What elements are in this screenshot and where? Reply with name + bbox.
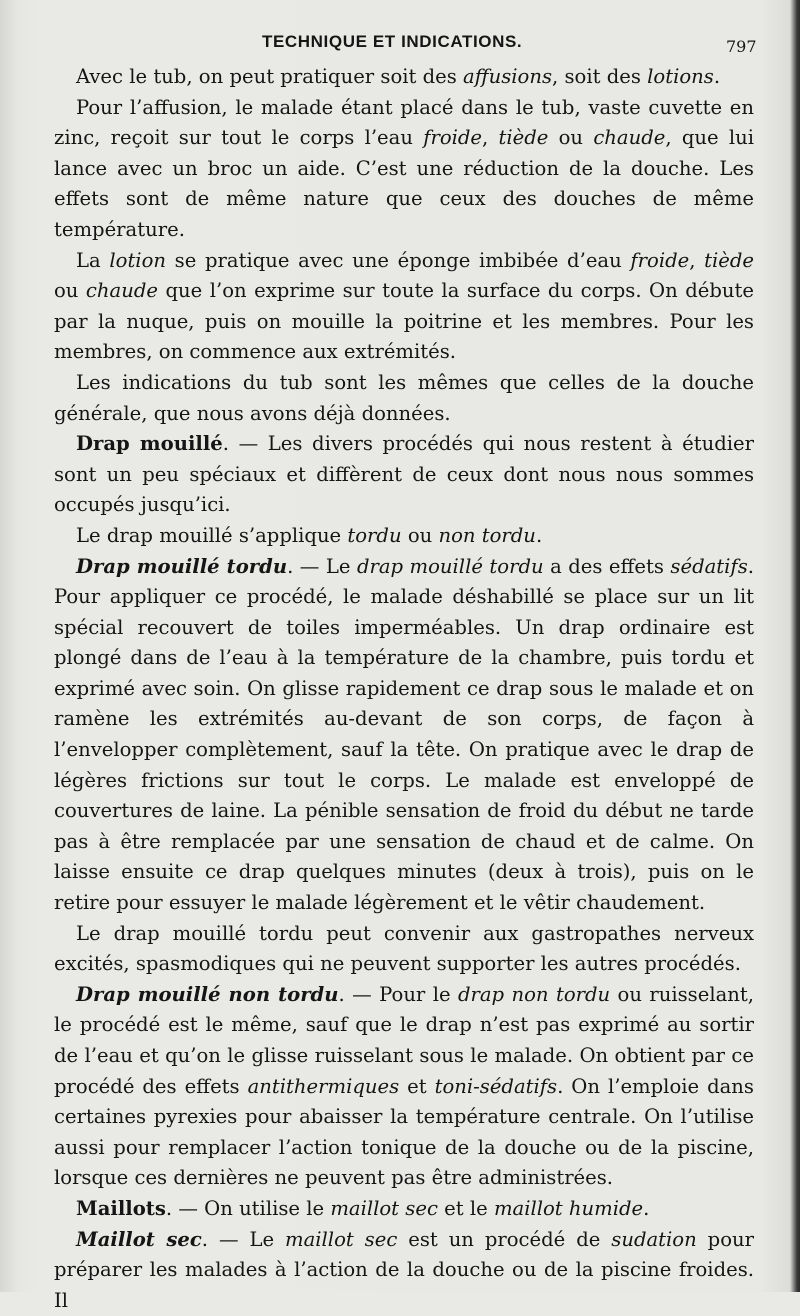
text-run: Le drap mouillé tordu peut convenir aux gastropathes nerveux excités, spasmodiques qui ne peuvent supporter les autres procédés. [54,921,754,976]
text-run: Les indications du tub sont les mêmes que celles de la douche générale, que nous avons déjà données. [54,370,754,425]
text-run: . — Le [287,554,357,578]
emphasis-text: maillot humide [493,1196,644,1220]
emphasis-text: tordu [347,523,402,547]
emphasis-text: affusions [463,65,553,88]
text-run: ou ruisselant, le procédé est le même, sauf que le drap n’est pas exprimé au sortir de l’eau et qu’on le glisse ruisselant sous le malade. On obtient par ce procédé des effets [54,982,755,1098]
emphasis-text: froide [423,126,483,150]
text-run: Avec le tub, on peut pratiquer soit des [76,65,464,88]
text-run: , [689,248,705,272]
emphasis-text: drap mouillé tordu [356,554,544,578]
emphasis-text: chaude [85,279,158,303]
section-heading: Drap mouillé [76,432,223,456]
text-run: et le [437,1196,494,1220]
text-run: ou [54,279,86,303]
paragraph [54,980,754,1194]
running-head: TECHNIQUE ET INDICATIONS. [262,32,523,51]
text-run: , soit des [552,65,648,88]
text-run: . — Pour le [338,982,458,1006]
paragraph [54,552,754,919]
paragraph [54,521,754,552]
paragraph [54,1225,754,1316]
section-heading: Maillot sec [76,1227,202,1251]
section-heading: Drap mouillé non tordu [76,982,339,1006]
paragraph [54,368,754,429]
emphasis-text: antithermiques [247,1074,400,1098]
emphasis-text: chaude [593,126,666,150]
emphasis-text: toni-sédatifs [434,1074,558,1098]
emphasis-text: froide [630,248,690,272]
page-header [0,32,800,56]
text-run: , [482,126,499,150]
emphasis-text: maillot sec [330,1196,438,1220]
paragraph [54,1194,754,1225]
text-run: a des effets [543,554,671,578]
emphasis-text: lotions [647,65,714,88]
text-run: que l’on exprime sur toute la surface du corps. On débute par la nuque, puis on mouille la poitrine et les membres. Pour les membres, on commence aux extrémités. [54,279,754,364]
text-run: . — Le [201,1227,286,1251]
emphasis-text: drap non tordu [457,982,611,1006]
paragraph [54,919,754,980]
paragraph [54,93,754,246]
text-run: pour préparer les malades à l’action de la douche ou de la piscine froides. Il [54,1227,754,1312]
text-run: . Pour appliquer ce procédé, le malade déshabillé se place sur un lit spécial recouvert de toiles imperméables. Un drap ordinaire est plongé dans de l’eau à la température de la chambre, puis tordu et exprimé avec soin. On glisse rapidement ce drap sous le malade et on ramène les extrémités au-devant de son corps, de façon à l’envelopper complètement, sauf la tête. On pratique avec le drap de légères frictions sur tout le corps. Le malade est enveloppé de couvertures de laine. La pénible sensation de froid du début ne tarde pas à être remplacée par une sensation de chaud et de calme. On laisse ensuite ce drap quelques minutes (deux à trois), puis on le retire pour essuyer le malade légèrement et le vêtir chaudement. [54,554,754,915]
page-number: 797 [726,37,757,56]
text-run: ou [548,126,594,150]
text-run: et [399,1074,435,1098]
text-run: Le drap mouillé s’applique [76,523,348,547]
emphasis-text: tiède [498,126,549,150]
text-run: , que lui lance avec un broc un aide. C’est une réduction de la douche. Les effets sont de même nature que ceux des douches de même température. [54,126,754,241]
emphasis-text: tiède [704,248,755,272]
section-heading: Maillots [76,1196,166,1220]
text-run: La [76,248,110,272]
text-run: . — On utilise le [165,1196,331,1220]
body-text [54,62,754,1316]
text-run: . [535,523,543,547]
text-run: . [643,1196,650,1220]
emphasis-text: sudation [611,1227,697,1251]
text-run: . [713,65,721,88]
paragraph [54,62,754,93]
text-run: . On l’emploie dans certaines pyrexies pour abaisser la température centrale. On l’utilise aussi pour remplacer l’action tonique de la douche ou de la piscine, lorsque ces dernières ne peuvent pas être administrées. [54,1074,754,1190]
text-run: ou [401,523,439,547]
emphasis-text: sédatifs [670,554,748,578]
emphasis-text: non tordu [438,523,536,547]
paragraph [54,246,754,368]
emphasis-text: maillot sec [285,1227,398,1251]
emphasis-text: lotion [109,248,166,272]
text-run: se pratique avec une éponge imbibée d’eau [166,248,631,272]
text-run: Pour l’affusion, le malade étant placé dans le tub, vaste cuvette en zinc, reçoit sur tout le corps l’eau [54,95,754,150]
text-run: est un procédé de [397,1227,612,1251]
text-run: . — Les divers procédés qui nous restent à étudier sont un peu spéciaux et diffèrent de ceux dont nous nous sommes occupés jusqu’ici. [54,432,754,517]
section-heading: Drap mouillé tordu [76,554,288,578]
paragraph [54,429,754,521]
